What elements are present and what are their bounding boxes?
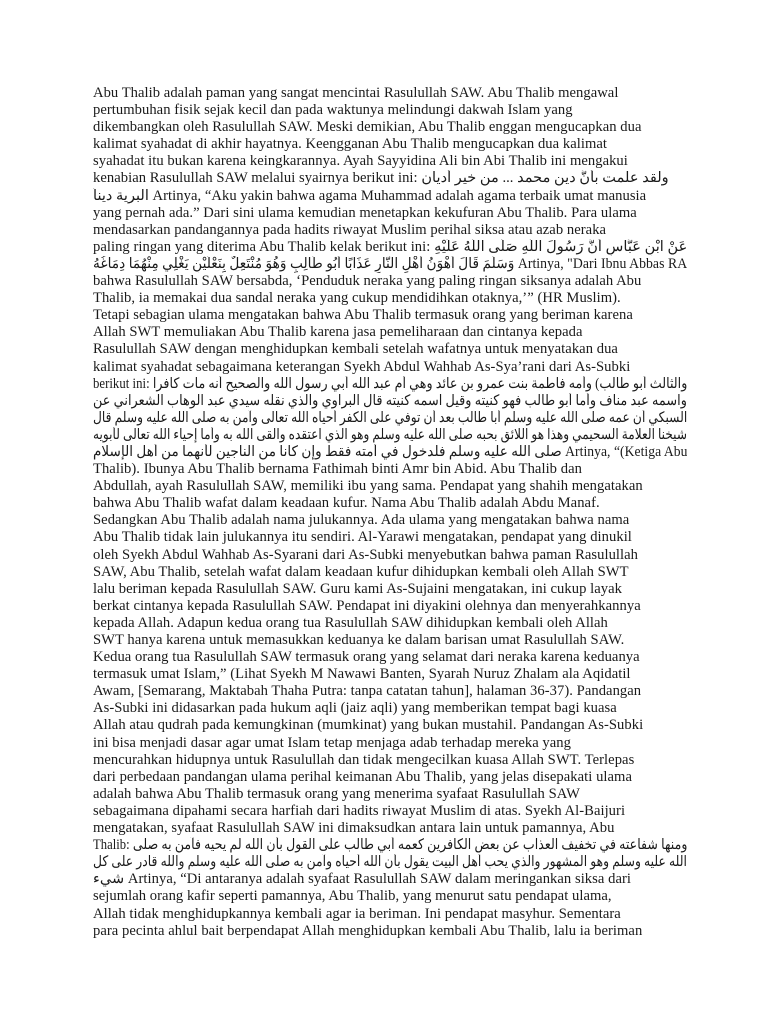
text-line: Sedangkan Abu Thalib adalah nama julukannya. Ada ulama yang mengatakan bahwa nama <box>93 512 630 529</box>
text-line: dari perbedaan pandangan ulama perihal keimanan Abu Thalib, yang jelas disepakati ulama <box>93 768 632 785</box>
text-line: lalu beriman kepada Rasulullah SAW. Guru kami As-Sujaini mengatakan, ini cukup layak <box>93 580 622 597</box>
text-line: kepada Allah. Adapun kedua orang tua Rasulullah SAW dihidupkan kembali oleh Allah <box>93 614 608 631</box>
article-body <box>93 85 687 940</box>
text-line: para pecinta ahlul bait berpendapat Allah menghidupkan kembali Abu Thalib, lalu ia beriman <box>93 922 643 939</box>
text-line: bahwa Abu Thalib wafat dalam keadaan kufur. Nama Abu Thalib adalah Abdu Manaf. <box>93 495 600 512</box>
text-line: Thalib, ia memakai dua sandal neraka yang cukup mendidihkan otaknya,’” (HR Muslim). <box>93 290 621 307</box>
text-line: Abu Thalib adalah paman yang sangat mencintai Rasulullah SAW. Abu Thalib mengawal <box>93 85 619 101</box>
text-line: dikembangkan oleh Rasulullah SAW. Meski demikian, Abu Thalib enggan mengucapkan dua <box>93 119 642 136</box>
text-line: وَسَلَّمَ قَالَ أَهْوَنُ أَهْلِ النَّارِ عَذَابًا أَبُو طَالِبٍ وَهُوَ مُنْتَعِلٌ بِنَعْلَيْنِ يَغْلِي مِنْهُمَا دِمَاغُهُ Artinya, "Dari Ibnu Abbas RA <box>93 255 688 272</box>
text-line: mengatakan, syafaat Rasulullah SAW ini dimaksudkan antara lain untuk pamannya, Abu <box>93 820 615 837</box>
text-line: واسمه عبد مناف وأما أبو طالب فهو كنيته وقيل اسمه كنيته قال البراوي والذي نقله سيدي عبد الوهاب الشعراني عن <box>93 392 687 409</box>
text-line: berkat cintanya kepada Rasulullah SAW. Pendapat ini diyakini olehnya dan menyerahkannya <box>93 597 641 614</box>
text-line: صلى الله عليه وسلم فلدخول في أمته فقط وإن كانا من الناجين لأنهما من أهل الإسلام Artinya, “(Ketiga Abu <box>93 443 688 460</box>
text-line: adalah bahwa Abu Thalib termasuk orang yang menerima syafaat Rasulullah SAW <box>93 785 581 802</box>
text-line: Allah atau qudrah pada kemungkinan (mumkinat) yang bukan mustahil. Pandangan As-Subki <box>93 717 644 734</box>
text-line: البرية ديناً Artinya, “Aku yakin bahwa agama Muhammad adalah agama terbaik umat manusia <box>93 187 647 204</box>
text-line: termasuk umat Islam,” (Lihat Syekh M Nawawi Banten, Syarah Nuruz Zhalam ala Aqidatil <box>93 666 631 683</box>
text-line: شيء Artinya, “Di antaranya adalah syafaat Rasulullah SAW dalam meringankan siksa dari <box>93 871 632 888</box>
text-line: Abu Thalib tidak lain julukannya itu sendiri. Al-Yarawi mengatakan, pendapat yang dinukil <box>93 529 632 546</box>
text-line: bahwa Rasulullah SAW bersabda, ‘Penduduk neraka yang paling ringan siksanya adalah Abu <box>93 273 642 290</box>
text-line: Abdullah, ayah Rasulullah SAW, memiliki ibu yang sama. Pendapat yang shahih mengatakan <box>93 478 643 495</box>
text-line: Awam, [Semarang, Maktabah Thaha Putra: tanpa catatan tahun], halaman 36-37). Pandangan <box>93 683 642 700</box>
text-line: Allah tidak menghidupkannya kembali agar ia beriman. Ini pendapat masyhur. Sementara <box>93 905 621 922</box>
text-line: الله عليه وسلم وهو المشهور والذي يحب أهل البيت يقول بأن الله أحياه وآمن به صلى الله عليه وسلم والله قادر على كل <box>93 854 687 871</box>
text-line: ini bisa menjadi dasar agar umat Islam tetap menjaga adab terhadap mereka yang <box>93 734 571 751</box>
text-line: yang pernah ada.” Dari sini ulama kemudian menetapkan kekufuran Abu Thalib. Para ulama <box>93 204 637 221</box>
text-line: oleh Syekh Abdul Wahhab As-Syarani dari As-Subki menyebutkan bahwa paman Rasulullah <box>93 546 639 563</box>
text-line: Kedua orang tua Rasulullah SAW termasuk orang yang selamat dari neraka karena keduanya <box>93 649 640 666</box>
text-line: mendasarkan pandangannya pada hadits riwayat Muslim perihal siksa atau azab neraka <box>93 221 607 238</box>
text-line: السبكي أن عمه صلى الله عليه وسلم أبا طالب بعد أن توفي على الكفر أحياه الله تعالى وآمن به صلى الله عليه وسلم قال <box>93 409 688 426</box>
text-line: Allah SWT memuliakan Abu Thalib karena jasa pemeliharaan dan cintanya kepada <box>93 324 583 341</box>
text-line: Tetapi sebagian ulama mengatakan bahwa Abu Thalib termasuk orang yang beriman karena <box>93 307 633 324</box>
text-line: paling ringan yang diterima Abu Thalib kelak berikut ini: عَنْ ابْنِ عَبَّاسٍ أَنَّ رَسُولَ اللَّهِ صَلَّى اللَّهُ عَلَيْهِ <box>93 238 687 255</box>
text-line: sebagaimana dipahami secara harfiah dari hadits riwayat Muslim di atas. Syekh Al-Baijuri <box>93 802 626 819</box>
text-line: شيخنا العلامة السحيمي وهذا هو اللائق بحبه صلى الله عليه وسلم وهو الذي اعتقده والقى الله به وأما إحياء الله تعالى لأبويه <box>93 426 687 443</box>
text-line: As-Subki ini didasarkan pada hukum aqli (jaiz aqli) yang memberikan tempat bagi kuasa <box>93 700 617 717</box>
text-line: Thalib). Ibunya Abu Thalib bernama Fathimah binti Amr bin Abid. Abu Thalib dan <box>93 461 582 478</box>
text-line: Thalib: ومنها شفاعته في تخفيف العذاب عن بعض الكافرين كعمه أبي طالب على القول بأن الله لم يحيه فآمن به صلى <box>93 837 688 854</box>
text-line: sejumlah orang kafir seperti pamannya, Abu Thalib, yang menurut satu pendapat ulama, <box>93 888 612 905</box>
text-line: pertumbuhan fisik sejak kecil dan pada waktunya melindungi dakwah Islam yang <box>93 102 573 119</box>
text-line: Rasulullah SAW dengan menghidupkan kembali setelah wafatnya untuk menyatakan dua <box>93 341 618 358</box>
text-line: kalimat syahadat sebagaimana keterangan Syekh Abdul Wahhab As-Sya’rani dari As-Subki <box>93 358 631 375</box>
text-line: kalimat syahadat di akhir hayatnya. Keengganan Abu Thalib mengucapkan dua kalimat <box>93 136 607 153</box>
text-line: syahadat itu bukan karena keingkarannya. Ayah Sayyidina Ali bin Abi Thalib ini mengakui <box>93 153 628 170</box>
text-line: kenabian Rasulullah SAW melalui syairnya berikut ini: ولقد علمت بأنَّ دين محمد ... من خير أديان <box>93 170 669 187</box>
text-line: berikut ini: والثالث أبو طالب) وأمه فاطمة بنت عمرو بن عائد وهي أم عبد الله أبي رسول الله والصحيح أنه مات كافرا <box>93 375 688 392</box>
text-line: mencurahkan hidupnya untuk Rasulullah dan tidak mengecilkan kuasa Allah SWT. Terlepas <box>93 751 635 768</box>
text-line: SAW, Abu Thalib, setelah wafat dalam keadaan kufur dihidupkan kembali oleh Allah SWT <box>93 563 629 580</box>
text-line: SWT hanya karena untuk memasukkan keduanya ke dalam barisan umat Rasulullah SAW. <box>93 632 625 648</box>
